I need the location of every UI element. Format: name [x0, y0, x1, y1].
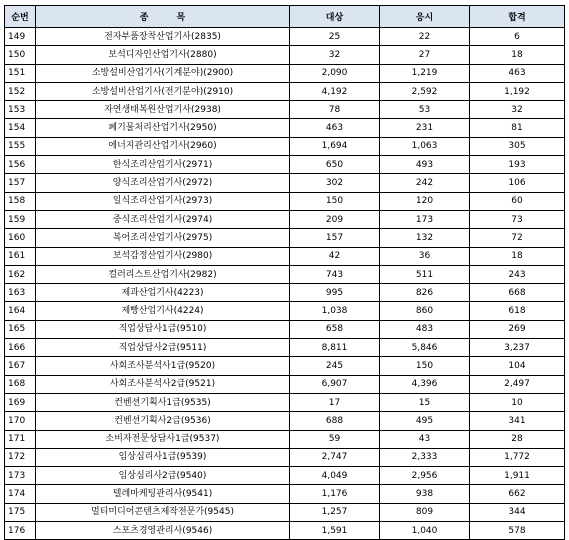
table-row: [5, 302, 565, 320]
cell-name: 사회조사분석사1급(9520): [36, 357, 290, 375]
table-row: [5, 46, 565, 64]
cell-name: 텔레마케팅관리사(9541): [36, 485, 290, 503]
cell-target: 302: [290, 174, 380, 192]
cell-no: 157: [5, 174, 36, 192]
cell-name: 보석디자인산업기사(2880): [36, 46, 290, 64]
cell-target: 4,049: [290, 467, 380, 485]
cell-target: 1,176: [290, 485, 380, 503]
table-row: [5, 82, 565, 100]
header-no: 순번: [5, 6, 36, 28]
table-row: [5, 174, 565, 192]
cell-no: 151: [5, 64, 36, 82]
cell-applied: 1,040: [380, 522, 470, 540]
cell-target: 209: [290, 210, 380, 228]
cell-name: 컬러리스트산업기사(2982): [36, 265, 290, 283]
cell-name: 직업상담사1급(9510): [36, 320, 290, 338]
cell-target: 463: [290, 119, 380, 137]
cell-passed: 104: [470, 357, 565, 375]
cell-passed: 668: [470, 284, 565, 302]
cell-applied: 173: [380, 210, 470, 228]
cell-passed: 193: [470, 156, 565, 174]
cell-target: 1,257: [290, 503, 380, 521]
table-row: [5, 119, 565, 137]
table-row: [5, 247, 565, 265]
cell-applied: 242: [380, 174, 470, 192]
cell-name: 임상심리사1급(9539): [36, 448, 290, 466]
cell-name: 사회조사분석사2급(9521): [36, 375, 290, 393]
cell-applied: 2,592: [380, 82, 470, 100]
cell-name: 소비자전문상담사1급(9537): [36, 430, 290, 448]
cell-no: 162: [5, 265, 36, 283]
cell-target: 2,090: [290, 64, 380, 82]
cell-target: 157: [290, 229, 380, 247]
cell-applied: 53: [380, 101, 470, 119]
cell-applied: 809: [380, 503, 470, 521]
table-row: [5, 64, 565, 82]
cell-no: 156: [5, 156, 36, 174]
cell-passed: 73: [470, 210, 565, 228]
table-row: [5, 210, 565, 228]
cell-passed: 243: [470, 265, 565, 283]
cell-applied: 5,846: [380, 339, 470, 357]
header-applied: 응시: [380, 6, 470, 28]
cell-no: 164: [5, 302, 36, 320]
cell-passed: 1,192: [470, 82, 565, 100]
cell-passed: 1,911: [470, 467, 565, 485]
table-row: [5, 137, 565, 155]
cell-no: 166: [5, 339, 36, 357]
table-header: [5, 6, 565, 28]
cell-name: 중식조리산업기사(2974): [36, 210, 290, 228]
cell-applied: 22: [380, 28, 470, 46]
cell-applied: 15: [380, 393, 470, 411]
cell-applied: 493: [380, 156, 470, 174]
cell-name: 양식조리산업기사(2972): [36, 174, 290, 192]
cell-target: 995: [290, 284, 380, 302]
cell-name: 컨벤션기획사1급(9535): [36, 393, 290, 411]
table-row: [5, 156, 565, 174]
header-target: 대상: [290, 6, 380, 28]
cell-name: 한식조리산업기사(2971): [36, 156, 290, 174]
cell-no: 161: [5, 247, 36, 265]
cell-no: 169: [5, 393, 36, 411]
cell-no: 154: [5, 119, 36, 137]
table-row: [5, 320, 565, 338]
table-row: [5, 284, 565, 302]
cell-target: 743: [290, 265, 380, 283]
table-body: [5, 28, 565, 540]
cell-name: 소방설비산업기사(기계분야)(2900): [36, 64, 290, 82]
cell-target: 245: [290, 357, 380, 375]
cell-target: 650: [290, 156, 380, 174]
cell-applied: 231: [380, 119, 470, 137]
header-row: [5, 6, 565, 28]
cell-applied: 2,956: [380, 467, 470, 485]
cell-name: 복어조리산업기사(2975): [36, 229, 290, 247]
cell-name: 멀티미디어콘텐츠제작전문가(9545): [36, 503, 290, 521]
exam-results-table: [4, 5, 565, 540]
cell-target: 78: [290, 101, 380, 119]
cell-target: 1,038: [290, 302, 380, 320]
header-name: 종목: [36, 6, 290, 28]
cell-no: 167: [5, 357, 36, 375]
cell-applied: 511: [380, 265, 470, 283]
table-row: [5, 430, 565, 448]
cell-applied: 495: [380, 412, 470, 430]
cell-passed: 269: [470, 320, 565, 338]
cell-applied: 483: [380, 320, 470, 338]
cell-applied: 1,219: [380, 64, 470, 82]
cell-passed: 305: [470, 137, 565, 155]
table-row: [5, 339, 565, 357]
cell-no: 171: [5, 430, 36, 448]
cell-name: 제과산업기사(4223): [36, 284, 290, 302]
cell-no: 163: [5, 284, 36, 302]
cell-passed: 32: [470, 101, 565, 119]
cell-applied: 4,396: [380, 375, 470, 393]
cell-no: 160: [5, 229, 36, 247]
cell-passed: 463: [470, 64, 565, 82]
cell-no: 168: [5, 375, 36, 393]
cell-no: 158: [5, 192, 36, 210]
cell-no: 153: [5, 101, 36, 119]
table-row: [5, 467, 565, 485]
cell-no: 152: [5, 82, 36, 100]
cell-applied: 27: [380, 46, 470, 64]
table-row: [5, 101, 565, 119]
cell-target: 32: [290, 46, 380, 64]
cell-no: 176: [5, 522, 36, 540]
cell-target: 59: [290, 430, 380, 448]
table-row: [5, 28, 565, 46]
cell-passed: 60: [470, 192, 565, 210]
cell-target: 17: [290, 393, 380, 411]
cell-target: 150: [290, 192, 380, 210]
cell-target: 688: [290, 412, 380, 430]
cell-name: 제빵산업기사(4224): [36, 302, 290, 320]
cell-passed: 18: [470, 247, 565, 265]
cell-applied: 860: [380, 302, 470, 320]
cell-target: 2,747: [290, 448, 380, 466]
cell-target: 4,192: [290, 82, 380, 100]
cell-name: 스포츠경영관리사(9546): [36, 522, 290, 540]
cell-target: 1,694: [290, 137, 380, 155]
results-table-container: [4, 5, 565, 540]
cell-target: 42: [290, 247, 380, 265]
table-row: [5, 393, 565, 411]
cell-no: 165: [5, 320, 36, 338]
header-passed: 합격: [470, 6, 565, 28]
cell-no: 150: [5, 46, 36, 64]
table-row: [5, 503, 565, 521]
cell-passed: 344: [470, 503, 565, 521]
cell-target: 6,907: [290, 375, 380, 393]
table-row: [5, 448, 565, 466]
cell-name: 전자부품장착산업기사(2835): [36, 28, 290, 46]
cell-applied: 1,063: [380, 137, 470, 155]
cell-passed: 106: [470, 174, 565, 192]
cell-no: 175: [5, 503, 36, 521]
cell-no: 149: [5, 28, 36, 46]
cell-applied: 120: [380, 192, 470, 210]
cell-target: 25: [290, 28, 380, 46]
cell-passed: 341: [470, 412, 565, 430]
cell-no: 170: [5, 412, 36, 430]
cell-applied: 826: [380, 284, 470, 302]
cell-no: 173: [5, 467, 36, 485]
cell-passed: 6: [470, 28, 565, 46]
table-row: [5, 229, 565, 247]
cell-passed: 81: [470, 119, 565, 137]
cell-passed: 2,497: [470, 375, 565, 393]
cell-passed: 18: [470, 46, 565, 64]
cell-target: 658: [290, 320, 380, 338]
cell-applied: 2,333: [380, 448, 470, 466]
table-row: [5, 192, 565, 210]
cell-no: 172: [5, 448, 36, 466]
cell-passed: 10: [470, 393, 565, 411]
cell-applied: 43: [380, 430, 470, 448]
cell-name: 소방설비산업기사(전기분야)(2910): [36, 82, 290, 100]
cell-applied: 938: [380, 485, 470, 503]
cell-name: 에너지관리산업기사(2960): [36, 137, 290, 155]
cell-passed: 618: [470, 302, 565, 320]
cell-passed: 3,237: [470, 339, 565, 357]
table-row: [5, 485, 565, 503]
cell-passed: 28: [470, 430, 565, 448]
cell-no: 155: [5, 137, 36, 155]
table-row: [5, 412, 565, 430]
cell-applied: 36: [380, 247, 470, 265]
table-row: [5, 375, 565, 393]
cell-target: 1,591: [290, 522, 380, 540]
cell-name: 컨벤션기획사2급(9536): [36, 412, 290, 430]
cell-target: 8,811: [290, 339, 380, 357]
cell-passed: 578: [470, 522, 565, 540]
cell-name: 직업상담사2급(9511): [36, 339, 290, 357]
cell-passed: 662: [470, 485, 565, 503]
cell-name: 임상심리사2급(9540): [36, 467, 290, 485]
table-row: [5, 265, 565, 283]
cell-applied: 132: [380, 229, 470, 247]
table-row: [5, 357, 565, 375]
cell-no: 159: [5, 210, 36, 228]
cell-name: 자연생태복원산업기사(2938): [36, 101, 290, 119]
cell-name: 일식조리산업기사(2973): [36, 192, 290, 210]
cell-applied: 150: [380, 357, 470, 375]
cell-passed: 72: [470, 229, 565, 247]
cell-name: 보석감정산업기사(2980): [36, 247, 290, 265]
cell-name: 폐기물처리산업기사(2950): [36, 119, 290, 137]
cell-no: 174: [5, 485, 36, 503]
cell-passed: 1,772: [470, 448, 565, 466]
